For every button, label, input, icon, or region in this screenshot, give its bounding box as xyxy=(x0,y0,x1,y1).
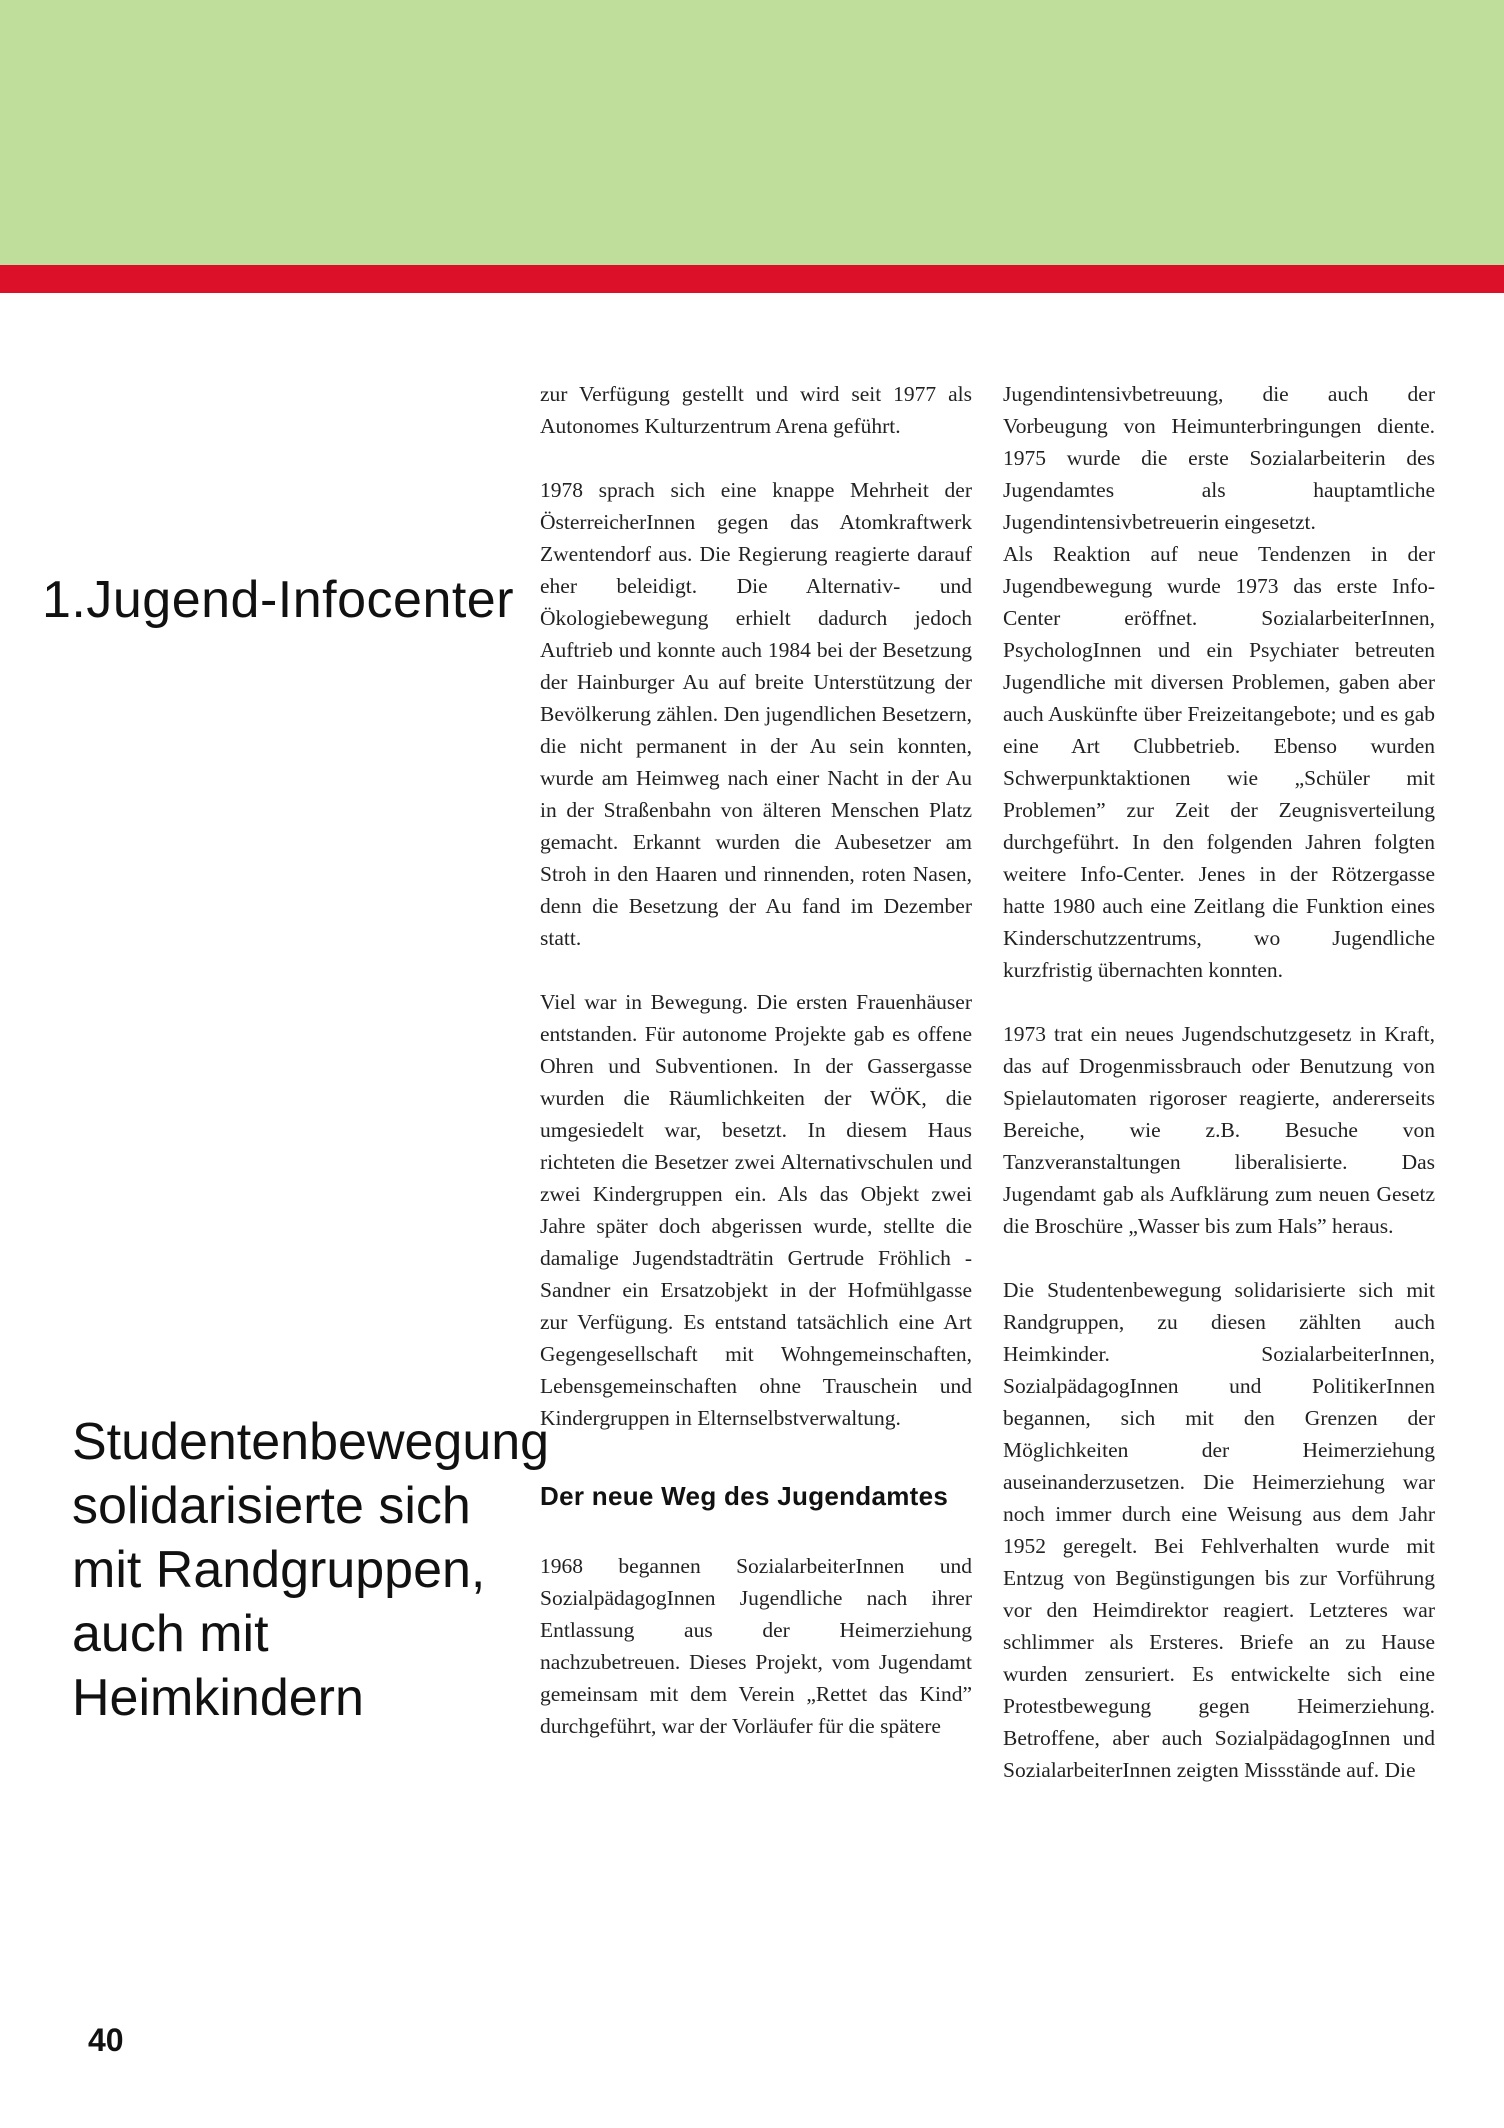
paragraph: Als Reaktion auf neue Tendenzen in der Jugendbewegung wurde 1973 das erste Info-Center eröffnet. SozialarbeiterInnen, PsychologInnen und ein Psychiater betreuten Jugendliche mit diversen Problemen, gaben aber auch Auskünfte über Freizeitangebote; und es gab eine Art Clubbetrieb. Ebenso wurden Schwerpunktaktionen wie „Schüler mit Problemen” zur Zeit der Zeugnisverteilung durchgeführt. In den folgenden Jahren folgten weitere Info-Center. Jenes in der Rötzergasse hatte 1980 auch eine Zeitlang die Funktion eines Kinderschutzzentrums, wo Jugendliche kurzfristig übernachten konnten. xyxy=(1003,542,1435,982)
pull-quote-line: solidarisierte sich xyxy=(72,1477,471,1535)
chapter-title: 1.Jugend-Infocenter xyxy=(42,571,515,629)
header-red-band xyxy=(0,265,1504,293)
paragraph: Die Studentenbewegung solidarisierte sich mit Randgruppen, zu diesen zählten auch Heimkinder. SozialarbeiterInnen, SozialpädagogInnen und PolitikerInnen begannen, sich mit den Grenzen der Möglichkeiten der Heimerziehung auseinanderzusetzen. Die Heimerziehung war noch immer durch eine Weisung aus dem Jahr 1952 geregelt. Bei Fehlverhalten wurde mit Entzug von Begünstigungen bis zur Vorführung vor den Heimdirektor reagiert. Letzteres war schlimmer als Ersteres. Briefe an zu Hause wurden zensuriert. Es entwickelte sich eine Protestbewegung gegen Heimerziehung. Betroffene, aber auch SozialpädagogInnen und SozialarbeiterInnen zeigten Missstände auf. Die xyxy=(1003,1278,1435,1782)
section-heading: Der neue Weg des Jugendamtes xyxy=(540,1481,949,1511)
paragraph: Viel war in Bewegung. Die ersten Frauenhäuser entstanden. Für autonome Projekte gab es offene Ohren und Subventionen. In der Gassergasse wurden die Räumlichkeiten der WÖK, die umgesiedelt war, besetzt. In diesem Haus richteten die Besetzer zwei Alternativschulen und zwei Kindergruppen ein. Als das Objekt zwei Jahre später doch abgerissen wurde, stellte die damalige Jugendstadträtin Gertrude Fröhlich - Sandner ein Ersatzobjekt in der Hofmühlgasse zur Verfügung. Es entstand tatsächlich eine Art Gegengesellschaft mit Wohngemeinschaften, Lebensgemeinschaften ohne Trauschein und Kindergruppen in Elternselbstverwaltung. xyxy=(540,990,972,1430)
header-green-band xyxy=(0,0,1504,265)
paragraph: Jugendintensivbetreuung, die auch der Vorbeugung von Heimunterbringungen diente. 1975 wurde die erste Sozialarbeiterin des Jugendamtes als hauptamtliche Jugendintensivbetreuerin eingesetzt. xyxy=(1003,382,1435,534)
paragraph: 1968 begannen SozialarbeiterInnen und SozialpädagogInnen Jugendliche nach ihrer Entlassung aus der Heimerziehung nachzubetreuen. Dieses Projekt, vom Jugendamt gemeinsam mit dem Verein „Rettet das Kind” durchgeführt, war der Vorläufer für die spätere xyxy=(540,1554,972,1738)
paragraph: zur Verfügung gestellt und wird seit 1977 als Autonomes Kulturzentrum Arena geführt. xyxy=(540,382,972,438)
pull-quote-line: mit Randgruppen, xyxy=(72,1541,486,1599)
pull-quote-line: Studentenbewegung xyxy=(72,1413,550,1471)
paragraph: 1973 trat ein neues Jugendschutzgesetz in Kraft, das auf Drogenmissbrauch oder Benutzung von Spielautomaten rigoroser reagierte, andererseits Bereiche, wie z.B. Besuche von Tanzveranstaltungen liberalisierte. Das Jugendamt gab als Aufklärung zum neuen Gesetz die Broschüre „Wasser bis zum Hals” heraus. xyxy=(1003,1022,1435,1238)
pull-quote-line: auch mit xyxy=(72,1605,269,1663)
pull-quote-line: Heimkindern xyxy=(72,1669,364,1727)
paragraph: 1978 sprach sich eine knappe Mehrheit der ÖsterreicherInnen gegen das Atomkraftwerk Zwentendorf aus. Die Regierung reagierte darauf eher beleidigt. Die Alternativ- und Ökologiebewegung erhielt dadurch jedoch Auftrieb und konnte auch 1984 bei der Besetzung der Hainburger Au auf breite Unterstützung der Bevölkerung zählen. Den jugendlichen Besetzern, die nicht permanent in der Au sein konnten, wurde am Heimweg nach einer Nacht in der Au in der Straßenbahn von älteren Menschen Platz gemacht. Erkannt wurden die Aubesetzer am Stroh in den Haaren und rinnenden, roten Nasen, denn die Besetzung der Au fand im Dezember statt. xyxy=(540,478,972,950)
pull-quote xyxy=(72,1410,550,1730)
page-number: 40 xyxy=(88,2022,124,2058)
text-column-right xyxy=(1003,378,1435,1786)
text-column-middle xyxy=(540,378,972,1742)
